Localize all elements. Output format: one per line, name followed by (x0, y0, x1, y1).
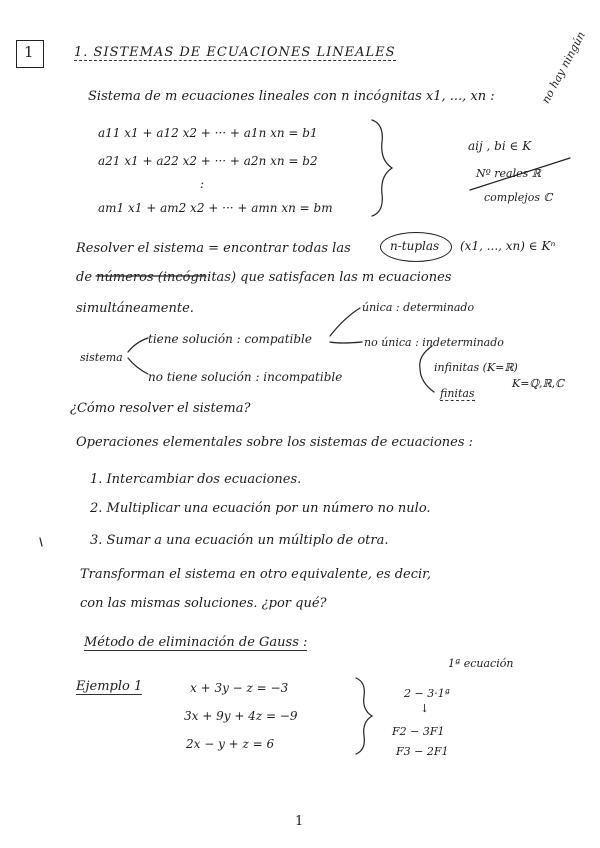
example-note-arrow: ↓ (420, 702, 430, 715)
resolver-ntuplas: n-tuplas (390, 239, 440, 253)
no-tiene-solucion: no tiene solución : incompatible (148, 370, 343, 384)
infinitas-label: infinitas (K=ℝ) (434, 361, 518, 374)
resolver-tuple: (x1, ..., xn) ∈ Kⁿ (460, 239, 556, 253)
unica-label: única : determinado (362, 301, 475, 314)
resolver-line-3: simultáneamente. (76, 301, 194, 316)
branch-compatible-bottom (330, 342, 362, 343)
example-eq-2: 3x + 9y + 4z = −9 (184, 709, 298, 723)
side-diagonal-note: no hay ningún (539, 29, 588, 106)
field-label: K=ℚ,ℝ,ℂ (512, 377, 564, 390)
equation-dots: : (200, 177, 205, 191)
transform-line-1: Transforman el sistema en otro equivalente, es decir, (80, 567, 432, 582)
example-note-2: 2 − 3·1ª (404, 687, 450, 700)
op-3: 3. Sumar a una ecuación un múltiplo de otra. (90, 533, 389, 548)
brace-equations (372, 120, 392, 216)
question-line: ¿Cómo resolver el sistema? (70, 401, 251, 416)
example-label: Ejemplo 1 (76, 679, 143, 694)
gauss-title: Método de eliminación de Gauss : (84, 635, 308, 650)
tiene-solucion: tiene solución : compatible (148, 332, 312, 346)
op-2: 2. Multiplicar una ecuación por un número no nulo. (90, 501, 431, 516)
side-complejos: complejos ℂ (484, 191, 553, 204)
side-reales: Nº reales ℝ (476, 167, 541, 180)
side-aij: aij , bi ∈ K (468, 139, 532, 153)
example-eq-1: x + 3y − z = −3 (190, 681, 289, 695)
equation-1: a11 x1 + a12 x2 + ··· + a1n xn = b1 (98, 126, 318, 140)
resolver-line-2: de números (incógnitas) que satisfacen las m ecuaciones (76, 270, 452, 285)
finitas-label: finitas (440, 387, 475, 400)
brace-example (356, 678, 372, 754)
example-note-title: 1ª ecuación (448, 657, 514, 670)
branch-compatible-top (330, 308, 360, 336)
margin-mark (40, 538, 42, 546)
branch-no-unica (420, 346, 434, 392)
page-number: 1 (295, 814, 304, 829)
page-marker: 1 (24, 43, 34, 61)
intro-line: Sistema de m ecuaciones lineales con n incógnitas x1, ..., xn : (88, 89, 495, 104)
resolver-line-1: Resolver el sistema = encontrar todas las (76, 241, 351, 256)
ops-title: Operaciones elementales sobre los sistemas de ecuaciones : (76, 435, 474, 450)
transform-line-2: con las mismas soluciones. ¿por qué? (80, 596, 327, 611)
example-note-f3: F3 − 2F1 (396, 745, 449, 758)
equation-m: am1 x1 + am2 x2 + ··· + amn xn = bm (98, 201, 333, 215)
section-header: 1. SISTEMAS DE ECUACIONES LINEALES (74, 45, 396, 60)
strike-reales (470, 158, 570, 190)
sistema-label: sistema (80, 351, 123, 364)
op-1: 1. Intercambiar dos ecuaciones. (90, 472, 302, 487)
equation-2: a21 x1 + a22 x2 + ··· + a2n xn = b2 (98, 154, 318, 168)
branch-sistema-top (128, 338, 148, 352)
example-eq-3: 2x − y + z = 6 (186, 737, 275, 751)
example-note-f2: F2 − 3F1 (392, 725, 445, 738)
branch-sistema-bottom (128, 358, 148, 374)
no-unica-label: no única : indeterminado (364, 336, 504, 349)
